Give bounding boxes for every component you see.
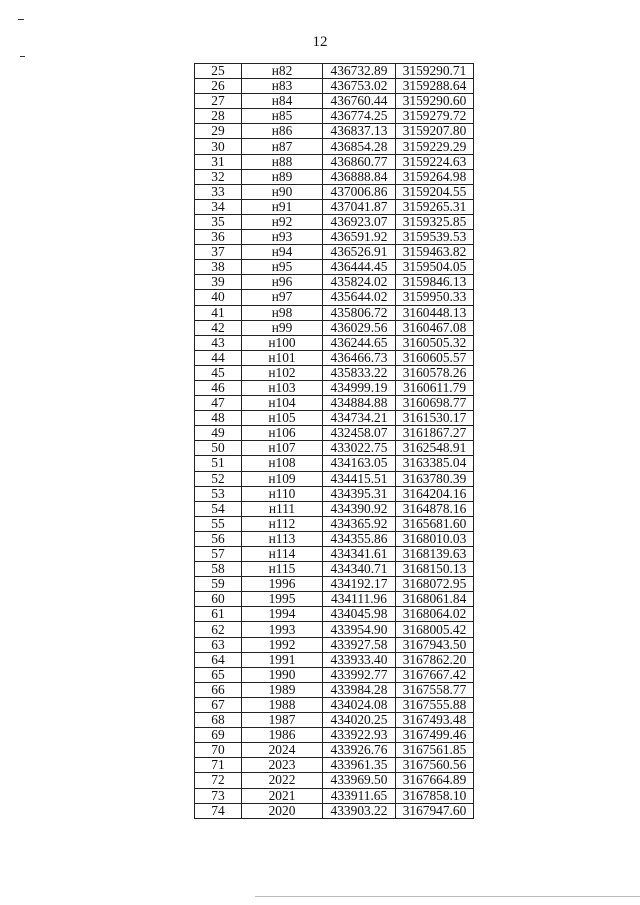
x-coordinate-cell: 436860.77 xyxy=(323,154,396,169)
x-coordinate-cell: 434365.92 xyxy=(323,516,396,531)
y-coordinate-cell: 3159504.05 xyxy=(396,260,474,275)
point-name-cell: н97 xyxy=(242,290,323,305)
x-coordinate-cell: 435833.22 xyxy=(323,365,396,380)
table-row xyxy=(195,214,474,229)
row-number-cell: 68 xyxy=(195,713,242,728)
x-coordinate-cell: 433927.58 xyxy=(323,637,396,652)
y-coordinate-cell: 3167664.89 xyxy=(396,773,474,788)
table-row xyxy=(195,622,474,637)
x-coordinate-cell: 435806.72 xyxy=(323,305,396,320)
table-row xyxy=(195,350,474,365)
y-coordinate-cell: 3159290.60 xyxy=(396,94,474,109)
table-row xyxy=(195,562,474,577)
point-name-cell: 2021 xyxy=(242,788,323,803)
x-coordinate-cell: 435824.02 xyxy=(323,275,396,290)
x-coordinate-cell: 433926.76 xyxy=(323,743,396,758)
table-row xyxy=(195,728,474,743)
x-coordinate-cell: 434734.21 xyxy=(323,411,396,426)
row-number-cell: 45 xyxy=(195,365,242,380)
row-number-cell: 29 xyxy=(195,124,242,139)
row-number-cell: 55 xyxy=(195,516,242,531)
point-name-cell: н103 xyxy=(242,380,323,395)
y-coordinate-cell: 3164204.16 xyxy=(396,486,474,501)
point-name-cell: н112 xyxy=(242,516,323,531)
table-row xyxy=(195,199,474,214)
table-row xyxy=(195,411,474,426)
row-number-cell: 48 xyxy=(195,411,242,426)
table-row xyxy=(195,79,474,94)
x-coordinate-cell: 436444.45 xyxy=(323,260,396,275)
row-number-cell: 36 xyxy=(195,230,242,245)
row-number-cell: 46 xyxy=(195,380,242,395)
x-coordinate-cell: 433984.28 xyxy=(323,682,396,697)
row-number-cell: 47 xyxy=(195,396,242,411)
x-coordinate-cell: 434395.31 xyxy=(323,486,396,501)
y-coordinate-cell: 3168061.84 xyxy=(396,592,474,607)
x-coordinate-cell: 434020.25 xyxy=(323,713,396,728)
y-coordinate-cell: 3159207.80 xyxy=(396,124,474,139)
y-coordinate-cell: 3167947.60 xyxy=(396,803,474,818)
x-coordinate-cell: 432458.07 xyxy=(323,426,396,441)
table-row xyxy=(195,230,474,245)
row-number-cell: 32 xyxy=(195,169,242,184)
point-name-cell: 1986 xyxy=(242,728,323,743)
table-row xyxy=(195,365,474,380)
row-number-cell: 34 xyxy=(195,199,242,214)
x-coordinate-cell: 433969.50 xyxy=(323,773,396,788)
y-coordinate-cell: 3160698.77 xyxy=(396,396,474,411)
row-number-cell: 38 xyxy=(195,260,242,275)
point-name-cell: н113 xyxy=(242,531,323,546)
point-name-cell: н82 xyxy=(242,64,323,79)
row-number-cell: 66 xyxy=(195,682,242,697)
table-row xyxy=(195,64,474,79)
row-number-cell: 50 xyxy=(195,441,242,456)
y-coordinate-cell: 3167493.48 xyxy=(396,713,474,728)
x-coordinate-cell: 435644.02 xyxy=(323,290,396,305)
table-row xyxy=(195,124,474,139)
table-row xyxy=(195,245,474,260)
row-number-cell: 31 xyxy=(195,154,242,169)
coordinates-table xyxy=(194,63,474,819)
table-row xyxy=(195,667,474,682)
y-coordinate-cell: 3159463.82 xyxy=(396,245,474,260)
x-coordinate-cell: 436732.89 xyxy=(323,64,396,79)
table-row xyxy=(195,713,474,728)
x-coordinate-cell: 434390.92 xyxy=(323,501,396,516)
point-name-cell: н94 xyxy=(242,245,323,260)
row-number-cell: 26 xyxy=(195,79,242,94)
row-number-cell: 27 xyxy=(195,94,242,109)
y-coordinate-cell: 3167862.20 xyxy=(396,652,474,667)
row-number-cell: 53 xyxy=(195,486,242,501)
scan-mark xyxy=(20,56,25,57)
table-row xyxy=(195,471,474,486)
table-row xyxy=(195,456,474,471)
row-number-cell: 71 xyxy=(195,758,242,773)
y-coordinate-cell: 3167667.42 xyxy=(396,667,474,682)
y-coordinate-cell: 3167561.85 xyxy=(396,743,474,758)
point-name-cell: н114 xyxy=(242,547,323,562)
x-coordinate-cell: 436854.28 xyxy=(323,139,396,154)
row-number-cell: 61 xyxy=(195,607,242,622)
point-name-cell: н91 xyxy=(242,199,323,214)
y-coordinate-cell: 3161530.17 xyxy=(396,411,474,426)
y-coordinate-cell: 3159325.85 xyxy=(396,214,474,229)
point-name-cell: н95 xyxy=(242,260,323,275)
row-number-cell: 70 xyxy=(195,743,242,758)
x-coordinate-cell: 434111.96 xyxy=(323,592,396,607)
y-coordinate-cell: 3161867.27 xyxy=(396,426,474,441)
point-name-cell: н86 xyxy=(242,124,323,139)
row-number-cell: 51 xyxy=(195,456,242,471)
table-row xyxy=(195,682,474,697)
table-row xyxy=(195,531,474,546)
point-name-cell: н99 xyxy=(242,320,323,335)
x-coordinate-cell: 434884.88 xyxy=(323,396,396,411)
row-number-cell: 65 xyxy=(195,667,242,682)
y-coordinate-cell: 3167943.50 xyxy=(396,637,474,652)
y-coordinate-cell: 3159290.71 xyxy=(396,64,474,79)
y-coordinate-cell: 3167499.46 xyxy=(396,728,474,743)
y-coordinate-cell: 3168072.95 xyxy=(396,577,474,592)
table-row xyxy=(195,426,474,441)
point-name-cell: н84 xyxy=(242,94,323,109)
table-row xyxy=(195,169,474,184)
point-name-cell: 1994 xyxy=(242,607,323,622)
table-row xyxy=(195,803,474,818)
point-name-cell: 1995 xyxy=(242,592,323,607)
x-coordinate-cell: 436753.02 xyxy=(323,79,396,94)
y-coordinate-cell: 3168064.02 xyxy=(396,607,474,622)
point-name-cell: н83 xyxy=(242,79,323,94)
y-coordinate-cell: 3159288.64 xyxy=(396,79,474,94)
row-number-cell: 28 xyxy=(195,109,242,124)
x-coordinate-cell: 434024.08 xyxy=(323,697,396,712)
row-number-cell: 37 xyxy=(195,245,242,260)
point-name-cell: н88 xyxy=(242,154,323,169)
row-number-cell: 64 xyxy=(195,652,242,667)
y-coordinate-cell: 3159265.31 xyxy=(396,199,474,214)
table-row xyxy=(195,547,474,562)
page-number: 12 xyxy=(312,34,328,50)
row-number-cell: 35 xyxy=(195,214,242,229)
y-coordinate-cell: 3160605.57 xyxy=(396,350,474,365)
table-row xyxy=(195,154,474,169)
y-coordinate-cell: 3167558.77 xyxy=(396,682,474,697)
row-number-cell: 58 xyxy=(195,562,242,577)
y-coordinate-cell: 3162548.91 xyxy=(396,441,474,456)
row-number-cell: 67 xyxy=(195,697,242,712)
row-number-cell: 44 xyxy=(195,350,242,365)
y-coordinate-cell: 3168010.03 xyxy=(396,531,474,546)
point-name-cell: 1989 xyxy=(242,682,323,697)
x-coordinate-cell: 436837.13 xyxy=(323,124,396,139)
x-coordinate-cell: 434163.05 xyxy=(323,456,396,471)
x-coordinate-cell: 436774.25 xyxy=(323,109,396,124)
row-number-cell: 73 xyxy=(195,788,242,803)
x-coordinate-cell: 434355.86 xyxy=(323,531,396,546)
y-coordinate-cell: 3160505.32 xyxy=(396,335,474,350)
y-coordinate-cell: 3160467.08 xyxy=(396,320,474,335)
table-row xyxy=(195,441,474,456)
x-coordinate-cell: 433954.90 xyxy=(323,622,396,637)
y-coordinate-cell: 3159264.98 xyxy=(396,169,474,184)
y-coordinate-cell: 3168150.13 xyxy=(396,562,474,577)
table-row xyxy=(195,305,474,320)
table-row xyxy=(195,516,474,531)
y-coordinate-cell: 3159224.63 xyxy=(396,154,474,169)
x-coordinate-cell: 433022.75 xyxy=(323,441,396,456)
y-coordinate-cell: 3159950.33 xyxy=(396,290,474,305)
point-name-cell: н106 xyxy=(242,426,323,441)
row-number-cell: 39 xyxy=(195,275,242,290)
x-coordinate-cell: 436760.44 xyxy=(323,94,396,109)
y-coordinate-cell: 3159279.72 xyxy=(396,109,474,124)
row-number-cell: 25 xyxy=(195,64,242,79)
y-coordinate-cell: 3167858.10 xyxy=(396,788,474,803)
y-coordinate-cell: 3164878.16 xyxy=(396,501,474,516)
table-row xyxy=(195,501,474,516)
point-name-cell: н93 xyxy=(242,230,323,245)
point-name-cell: н92 xyxy=(242,214,323,229)
point-name-cell: н110 xyxy=(242,486,323,501)
x-coordinate-cell: 436466.73 xyxy=(323,350,396,365)
y-coordinate-cell: 3160448.13 xyxy=(396,305,474,320)
row-number-cell: 42 xyxy=(195,320,242,335)
point-name-cell: н96 xyxy=(242,275,323,290)
y-coordinate-cell: 3168005.42 xyxy=(396,622,474,637)
y-coordinate-cell: 3167560.56 xyxy=(396,758,474,773)
y-coordinate-cell: 3163385.04 xyxy=(396,456,474,471)
point-name-cell: 1988 xyxy=(242,697,323,712)
row-number-cell: 43 xyxy=(195,335,242,350)
row-number-cell: 74 xyxy=(195,803,242,818)
table-row xyxy=(195,320,474,335)
point-name-cell: н107 xyxy=(242,441,323,456)
table-row xyxy=(195,184,474,199)
x-coordinate-cell: 436244.65 xyxy=(323,335,396,350)
x-coordinate-cell: 434341.61 xyxy=(323,547,396,562)
y-coordinate-cell: 3159846.13 xyxy=(396,275,474,290)
row-number-cell: 33 xyxy=(195,184,242,199)
row-number-cell: 72 xyxy=(195,773,242,788)
y-coordinate-cell: 3167555.88 xyxy=(396,697,474,712)
point-name-cell: 2023 xyxy=(242,758,323,773)
table-row xyxy=(195,607,474,622)
x-coordinate-cell: 434192.17 xyxy=(323,577,396,592)
x-coordinate-cell: 433933.40 xyxy=(323,652,396,667)
point-name-cell: н87 xyxy=(242,139,323,154)
table-row xyxy=(195,743,474,758)
table-row xyxy=(195,773,474,788)
row-number-cell: 52 xyxy=(195,471,242,486)
table-row xyxy=(195,260,474,275)
x-coordinate-cell: 433903.22 xyxy=(323,803,396,818)
point-name-cell: 2022 xyxy=(242,773,323,788)
x-coordinate-cell: 433911.65 xyxy=(323,788,396,803)
bottom-rule xyxy=(255,896,640,897)
row-number-cell: 60 xyxy=(195,592,242,607)
point-name-cell: 1993 xyxy=(242,622,323,637)
point-name-cell: н85 xyxy=(242,109,323,124)
point-name-cell: н109 xyxy=(242,471,323,486)
table-row xyxy=(195,592,474,607)
y-coordinate-cell: 3165681.60 xyxy=(396,516,474,531)
table-row xyxy=(195,139,474,154)
point-name-cell: н105 xyxy=(242,411,323,426)
table-row xyxy=(195,109,474,124)
x-coordinate-cell: 436888.84 xyxy=(323,169,396,184)
table-row xyxy=(195,94,474,109)
x-coordinate-cell: 434045.98 xyxy=(323,607,396,622)
table-row xyxy=(195,335,474,350)
x-coordinate-cell: 433922.93 xyxy=(323,728,396,743)
row-number-cell: 63 xyxy=(195,637,242,652)
point-name-cell: н108 xyxy=(242,456,323,471)
y-coordinate-cell: 3160611.79 xyxy=(396,380,474,395)
table-row xyxy=(195,275,474,290)
point-name-cell: н102 xyxy=(242,365,323,380)
x-coordinate-cell: 434999.19 xyxy=(323,380,396,395)
y-coordinate-cell: 3159204.55 xyxy=(396,184,474,199)
row-number-cell: 40 xyxy=(195,290,242,305)
x-coordinate-cell: 436029.56 xyxy=(323,320,396,335)
point-name-cell: н98 xyxy=(242,305,323,320)
x-coordinate-cell: 436526.91 xyxy=(323,245,396,260)
point-name-cell: 2024 xyxy=(242,743,323,758)
point-name-cell: 1987 xyxy=(242,713,323,728)
point-name-cell: 1991 xyxy=(242,652,323,667)
row-number-cell: 69 xyxy=(195,728,242,743)
x-coordinate-cell: 437006.86 xyxy=(323,184,396,199)
table-row xyxy=(195,380,474,395)
table-row xyxy=(195,758,474,773)
x-coordinate-cell: 433961.35 xyxy=(323,758,396,773)
table-row xyxy=(195,486,474,501)
row-number-cell: 54 xyxy=(195,501,242,516)
x-coordinate-cell: 436591.92 xyxy=(323,230,396,245)
point-name-cell: н104 xyxy=(242,396,323,411)
row-number-cell: 57 xyxy=(195,547,242,562)
point-name-cell: 1996 xyxy=(242,577,323,592)
table-row xyxy=(195,788,474,803)
row-number-cell: 56 xyxy=(195,531,242,546)
point-name-cell: н89 xyxy=(242,169,323,184)
row-number-cell: 62 xyxy=(195,622,242,637)
y-coordinate-cell: 3168139.63 xyxy=(396,547,474,562)
y-coordinate-cell: 3159229.29 xyxy=(396,139,474,154)
point-name-cell: н115 xyxy=(242,562,323,577)
scan-mark xyxy=(18,19,24,20)
y-coordinate-cell: 3163780.39 xyxy=(396,471,474,486)
coordinates-table-body xyxy=(195,64,474,819)
row-number-cell: 41 xyxy=(195,305,242,320)
table-row xyxy=(195,290,474,305)
point-name-cell: 1992 xyxy=(242,637,323,652)
x-coordinate-cell: 434415.51 xyxy=(323,471,396,486)
row-number-cell: 59 xyxy=(195,577,242,592)
y-coordinate-cell: 3159539.53 xyxy=(396,230,474,245)
y-coordinate-cell: 3160578.26 xyxy=(396,365,474,380)
table-row xyxy=(195,697,474,712)
point-name-cell: н101 xyxy=(242,350,323,365)
point-name-cell: н100 xyxy=(242,335,323,350)
x-coordinate-cell: 437041.87 xyxy=(323,199,396,214)
table-row xyxy=(195,637,474,652)
point-name-cell: 2020 xyxy=(242,803,323,818)
table-row xyxy=(195,577,474,592)
x-coordinate-cell: 433992.77 xyxy=(323,667,396,682)
row-number-cell: 30 xyxy=(195,139,242,154)
point-name-cell: н90 xyxy=(242,184,323,199)
point-name-cell: 1990 xyxy=(242,667,323,682)
table-row xyxy=(195,396,474,411)
point-name-cell: н111 xyxy=(242,501,323,516)
row-number-cell: 49 xyxy=(195,426,242,441)
table-row xyxy=(195,652,474,667)
x-coordinate-cell: 434340.71 xyxy=(323,562,396,577)
x-coordinate-cell: 436923.07 xyxy=(323,214,396,229)
